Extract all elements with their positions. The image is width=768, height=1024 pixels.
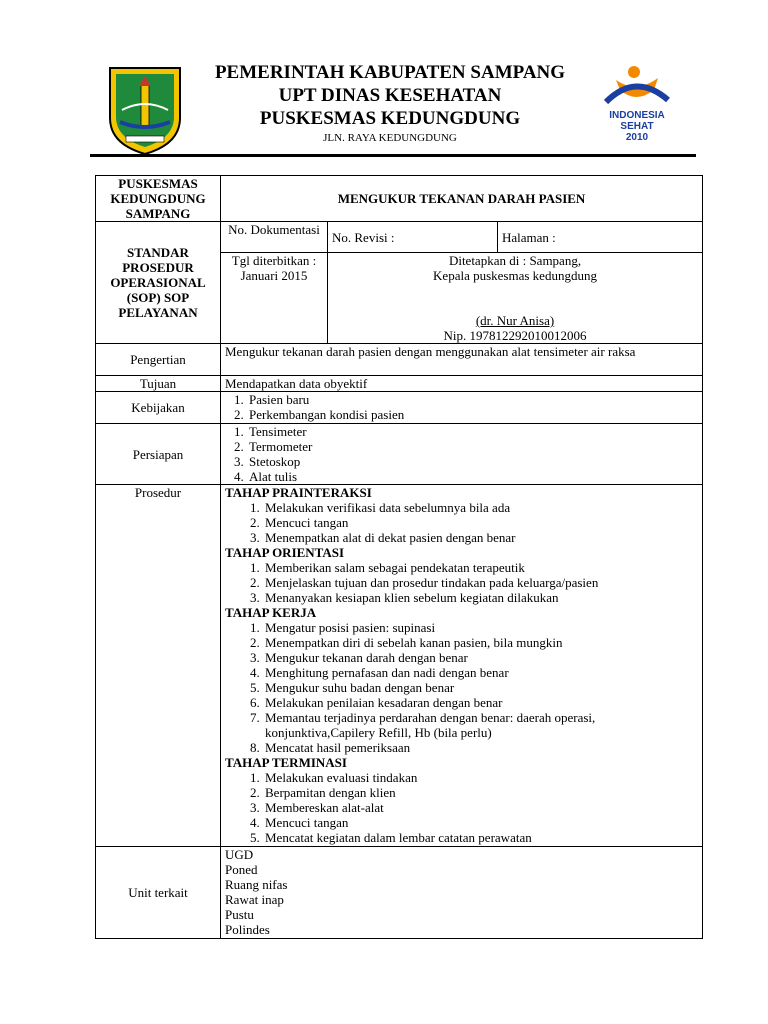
unit-item: UGD (225, 847, 254, 862)
pengertian-label: Pengertian (96, 344, 221, 376)
stage-item: 1. Melakukan verifikasi data sebelumnya bila ada (263, 500, 698, 515)
stage-item: 3. Menanyakan kesiapan klien sebelum kegiatan dilakukan (263, 590, 698, 605)
stage-list (225, 620, 698, 755)
tujuan-row (96, 376, 703, 392)
nip: Nip. 197812292010012006 (443, 328, 587, 343)
unit-item: Ruang nifas (225, 877, 288, 892)
persiapan-item: 4. Alat tulis (247, 469, 698, 484)
sop-table (95, 175, 703, 939)
persiapan-item: 1. Tensimeter (247, 424, 698, 439)
pengertian-row (96, 344, 703, 376)
header-address: JLN. RAYA KEDUNGDUNG (323, 132, 457, 144)
header-divider (90, 154, 696, 157)
stage-item: 3. Mengukur tekanan darah dengan benar (263, 650, 698, 665)
unit-cell (221, 847, 703, 939)
stage-item: 2. Berpamitan dengan klien (263, 785, 698, 800)
ditetapkan: Ditetapkan di : Sampang, (448, 253, 582, 268)
stage-item: 8. Mencatat hasil pemeriksaan (263, 740, 698, 755)
logo-text-year: 2010 (625, 132, 649, 143)
prosedur-label: Prosedur (96, 485, 221, 847)
unit-item: Rawat inap (225, 892, 284, 907)
stage-title: TAHAP TERMINASI (225, 755, 347, 770)
kebijakan-list (225, 392, 698, 422)
unit-item: Pustu (225, 907, 254, 922)
header-line-1: PEMERINTAH KABUPATEN SAMPANG (214, 62, 566, 83)
persiapan-label: Persiapan (96, 424, 221, 485)
tujuan-label: Tujuan (96, 376, 221, 392)
stage-item: 4. Mencuci tangan (263, 815, 698, 830)
persiapan-cell (221, 424, 703, 485)
prosedur-row (96, 485, 703, 847)
approval-cell (328, 253, 703, 344)
stage-list (225, 560, 698, 605)
stage-item: 2. Menempatkan diri di sebelah kanan pasien, bila mungkin (263, 635, 698, 650)
tgl-label: Tgl diterbitkan : (231, 253, 317, 268)
document-header (0, 0, 768, 170)
pengertian-text: Mengukur tekanan darah pasien dengan menggunakan alat tensimeter air raksa (221, 344, 703, 376)
kebijakan-item: 2. Perkembangan kondisi pasien (247, 407, 698, 422)
stage-item: 2. Menjelaskan tujuan dan prosedur tindakan pada keluarga/pasien (263, 575, 698, 590)
kabupaten-sampang-emblem-icon (104, 62, 186, 156)
nama-kepala: (dr. Nur Anisa) (475, 313, 555, 328)
stage-item: 3. Menempatkan alat di dekat pasien dengan benar (263, 530, 698, 545)
kebijakan-row (96, 392, 703, 424)
stage-item: 3. Membereskan alat-alat (263, 800, 698, 815)
kebijakan-label: Kebijakan (96, 392, 221, 424)
stage-title: TAHAP ORIENTASI (225, 545, 345, 560)
sop-label: STANDAR PROSEDUR OPERASIONAL (SOP) SOP PELAYANAN (96, 222, 221, 344)
unit-list (225, 847, 698, 937)
unit-row (96, 847, 703, 939)
stage-item: 5. Mencatat kegiatan dalam lembar catatan perawatan (263, 830, 698, 845)
no-dokumentasi: No. Dokumentasi (221, 222, 328, 253)
stage-title: TAHAP KERJA (225, 605, 317, 620)
kebijakan-item: 1. Pasien baru (247, 392, 698, 407)
halaman: Halaman : (498, 222, 703, 253)
doc-info-row (96, 222, 703, 253)
persiapan-list (225, 424, 698, 484)
title-row (96, 176, 703, 222)
stage-item: 1. Memberikan salam sebagai pendekatan terapeutik (263, 560, 698, 575)
prosedur-cell (221, 485, 703, 847)
stage-item: 1. Mengatur posisi pasien: supinasi (263, 620, 698, 635)
stage-item: 6. Melakukan penilaian kesadaran dengan benar (263, 695, 698, 710)
kebijakan-cell (221, 392, 703, 424)
persiapan-item: 2. Termometer (247, 439, 698, 454)
persiapan-item: 3. Stetoskop (247, 454, 698, 469)
stage-title: TAHAP PRAINTERAKSI (225, 485, 372, 500)
stage-item: 5. Mengukur suhu badan dengan benar (263, 680, 698, 695)
sop-title: MENGUKUR TEKANAN DARAH PASIEN (221, 176, 703, 222)
logo-text-sehat: SEHAT (620, 121, 654, 132)
indonesia-sehat-logo-icon (596, 60, 678, 146)
header-line-3: PUSKESMAS KEDUNGDUNG (259, 108, 521, 129)
unit-item: Polindes (225, 922, 270, 937)
no-revisi: No. Revisi : (328, 222, 498, 253)
header-line-2: UPT DINAS KESEHATAN (278, 85, 502, 106)
unit-item: Poned (225, 862, 258, 877)
stage-item: 2. Mencuci tangan (263, 515, 698, 530)
stage-item: 1. Melakukan evaluasi tindakan (263, 770, 698, 785)
logo-text-indonesia: INDONESIA (609, 110, 665, 121)
tujuan-text: Mendapatkan data obyektif (221, 376, 703, 392)
stage-item: 7. Memantau terjadinya perdarahan dengan benar: daerah operasi, konjunktiva,Capilery Refill, Hb (bila perlu) (263, 710, 698, 740)
kepala: Kepala puskesmas kedungdung (433, 268, 597, 283)
tgl-value: Januari 2015 (240, 268, 308, 283)
tgl-terbit-cell (221, 253, 328, 344)
unit-label: Unit terkait (96, 847, 221, 939)
org-cell: PUSKESMAS KEDUNGDUNG SAMPANG (96, 176, 221, 222)
stage-list (225, 770, 698, 845)
persiapan-row (96, 424, 703, 485)
stage-item: 4. Menghitung pernafasan dan nadi dengan benar (263, 665, 698, 680)
stage-list (225, 500, 698, 545)
